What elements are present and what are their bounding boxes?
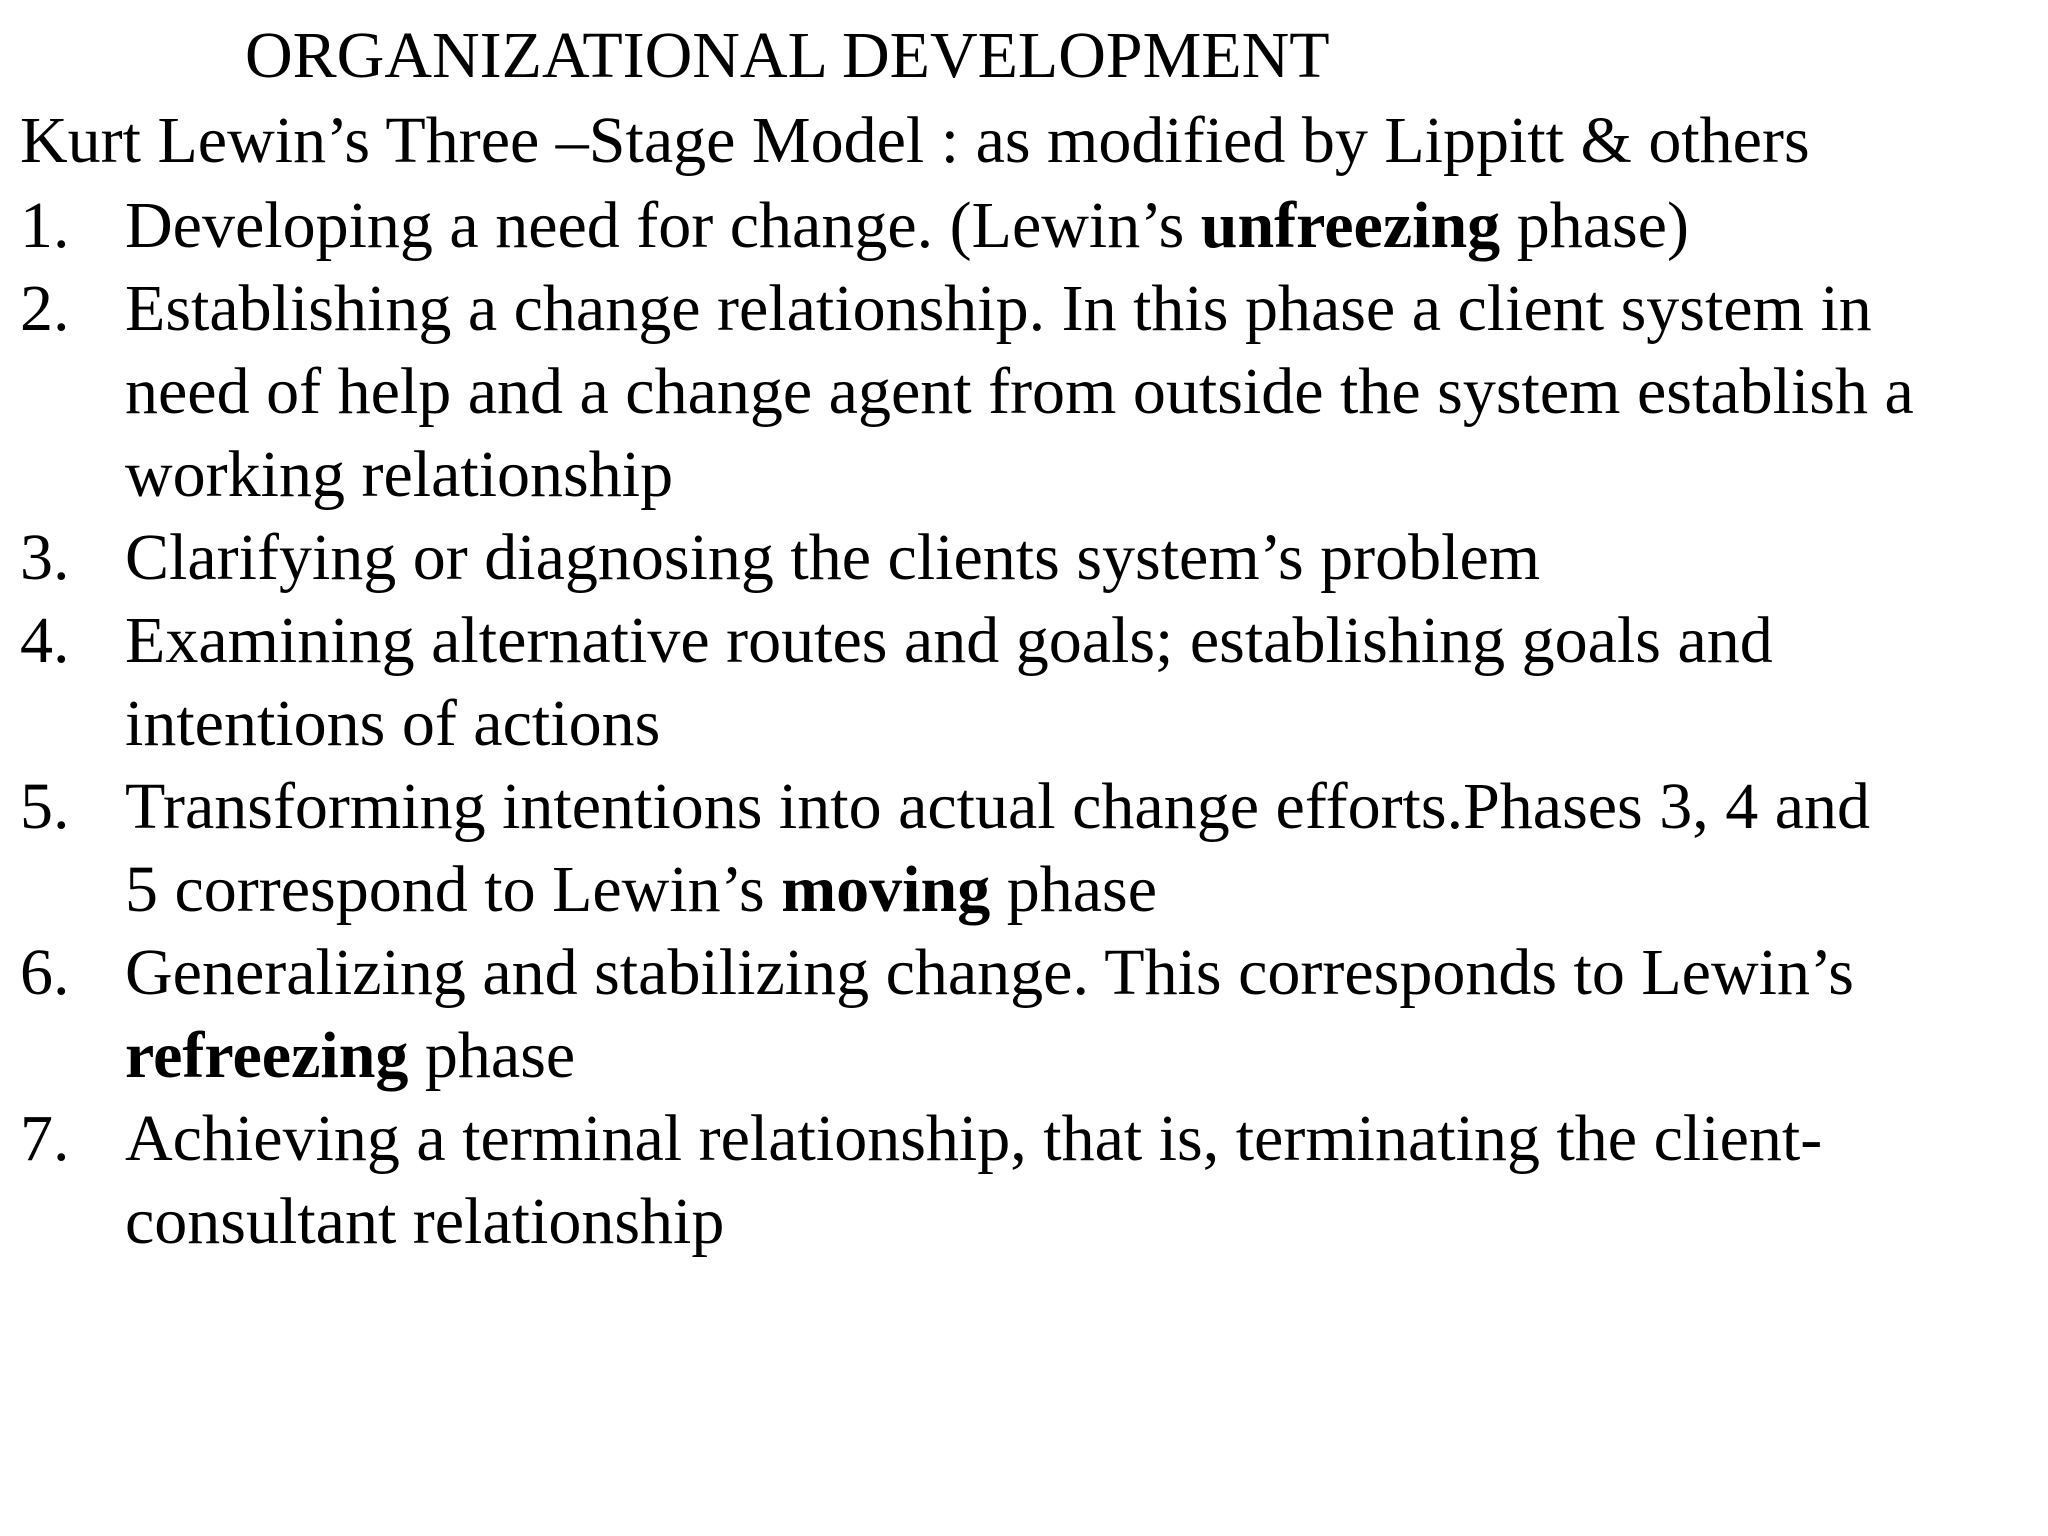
item-text-line: need of help and a change agent from outside the system establish a xyxy=(125,355,1914,428)
item-text-line xyxy=(125,184,2025,267)
list-item xyxy=(0,1097,2025,1263)
item-text-line: Establishing a change relationship. In this phase a client system in xyxy=(125,272,1872,345)
item-text-line: working relationship xyxy=(125,438,674,511)
item-text-line: Clarifying or diagnosing the clients system’s problem xyxy=(125,521,1541,594)
slide-subtitle: Kurt Lewin’s Three –Stage Model : as modified by Lippitt & others xyxy=(20,104,1810,177)
item-text: 5 correspond to Lewin’s xyxy=(125,853,782,926)
item-text: Developing a need for change. (Lewin’s xyxy=(125,189,1201,262)
item-text: phase xyxy=(990,853,1158,926)
item-number: 4. xyxy=(20,604,70,677)
item-emphasis: moving xyxy=(781,853,991,926)
item-number: 2. xyxy=(20,272,70,345)
item-number: 5. xyxy=(20,770,70,843)
list-item xyxy=(0,267,2025,516)
item-text-line: intentions of actions xyxy=(125,687,661,760)
slide-title: ORGANIZATIONAL DEVELOPMENT xyxy=(245,19,1330,92)
item-emphasis: refreezing xyxy=(125,1019,409,1092)
list-item xyxy=(0,516,2025,599)
item-text-line: consultant relationship xyxy=(125,1185,725,1258)
list-item xyxy=(0,765,2025,931)
item-text-line: Transforming intentions into actual change efforts.Phases 3, 4 and xyxy=(125,770,1871,843)
item-emphasis: unfreezing xyxy=(1200,189,1501,262)
item-text-line xyxy=(125,848,2025,931)
list-item xyxy=(0,931,2025,1097)
item-text-line: Generalizing and stabilizing change. This corresponds to Lewin’s xyxy=(125,936,1854,1009)
item-text: phase) xyxy=(1500,189,1689,262)
item-number: 6. xyxy=(20,936,70,1009)
item-text-line: Achieving a terminal relationship, that is, terminating the client- xyxy=(125,1102,1823,1175)
stage-list xyxy=(0,184,2040,1263)
list-item xyxy=(0,599,2025,765)
list-item xyxy=(0,184,2025,267)
item-text: phase xyxy=(408,1019,576,1092)
item-text-line xyxy=(125,1014,2025,1097)
item-number: 3. xyxy=(20,521,70,594)
item-number: 7. xyxy=(20,1102,70,1175)
item-text-line: Examining alternative routes and goals; establishing goals and xyxy=(125,604,1773,677)
item-number: 1. xyxy=(20,189,70,262)
